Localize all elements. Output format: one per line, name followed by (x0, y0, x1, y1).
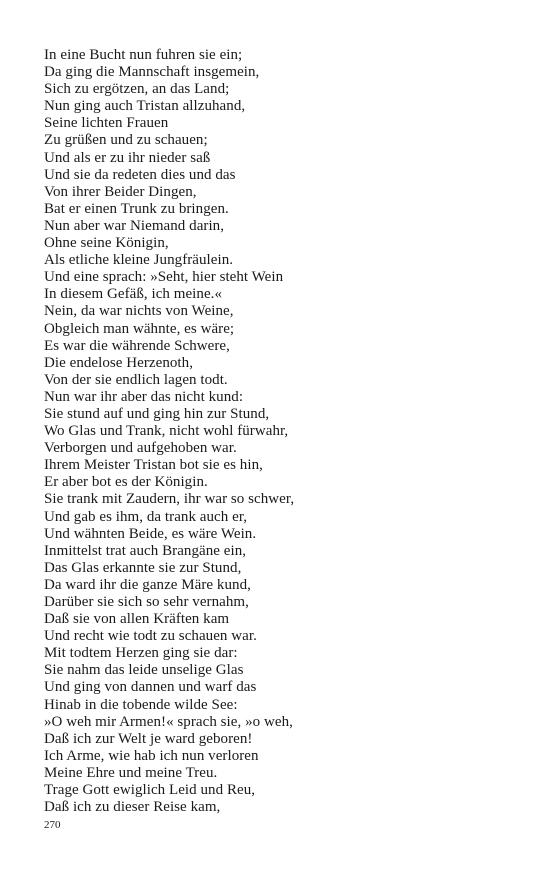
poem-line: Seine lichten Frauen (44, 115, 169, 132)
poem-line: Und sie da redeten dies und das (44, 166, 236, 183)
poem-line: Inmittelst trat auch Brangäne ein, (44, 542, 247, 559)
poem-line: Es war die währende Schwere, (44, 337, 230, 354)
poem-line: Bat er einen Trunk zu bringen. (44, 200, 229, 217)
poem-line: In diesem Gefäß, ich meine.« (44, 286, 223, 303)
poem-line: Trage Gott ewiglich Leid und Reu, (44, 782, 256, 799)
poem-line: Die endelose Herzenoth, (44, 354, 194, 371)
page-number: 270 (44, 819, 61, 831)
poem-line: »O weh mir Armen!« sprach sie, »o weh, (44, 713, 293, 730)
poem-line: Daß ich zu dieser Reise kam, (44, 799, 221, 816)
poem-line: Und als er zu ihr nieder saß (44, 149, 211, 166)
poem-line: Und gab es ihm, da trank auch er, (44, 508, 248, 525)
poem-line: Ihrem Meister Tristan bot sie es hin, (44, 457, 263, 474)
poem-line: Und wähnten Beide, es wäre Wein. (44, 525, 257, 542)
poem-line: Und eine sprach: »Seht, hier steht Wein (44, 269, 284, 286)
poem-line: Daß sie von allen Kräften kam (44, 611, 230, 628)
poem-line: Ohne seine Königin, (44, 235, 169, 252)
poem-line: Sie nahm das leide unselige Glas (44, 662, 244, 679)
poem-line: Daß ich zur Welt je ward geboren! (44, 730, 253, 747)
poem-line: In eine Bucht nun fuhren sie ein; (44, 47, 243, 63)
poem-line: Von ihrer Beider Dingen, (44, 183, 197, 200)
poem-line: Nun ging auch Tristan allzuhand, (44, 98, 246, 115)
poem-line: Und recht wie todt zu schauen war. (44, 628, 257, 645)
poem-line: Sie trank mit Zaudern, ihr war so schwer, (44, 491, 295, 508)
poem-line: Mit todtem Herzen ging sie dar: (44, 645, 238, 662)
poem-line: Wo Glas und Trank, nicht wohl fürwahr, (44, 423, 289, 440)
poem-line: Zu grüßen und zu schauen; (44, 132, 208, 149)
poem-line: Ich Arme, wie hab ich nun verloren (44, 747, 259, 764)
poem-text (44, 47, 524, 816)
poem-line: Das Glas erkannte sie zur Stund, (44, 559, 242, 576)
poem-line: Darüber sie sich so sehr vernahm, (44, 594, 249, 610)
poem-line: Als etliche kleine Jungfräulein. (44, 252, 234, 269)
poem-line: Nein, da war nichts von Weine, (44, 303, 234, 320)
poem-line: Da ging die Mannschaft insgemein, (44, 64, 260, 81)
poem-line: Da ward ihr die ganze Märe kund, (44, 576, 251, 593)
poem-line: Sich zu ergötzen, an das Land; (44, 81, 230, 98)
poem-line: Hinab in die tobende wilde See: (44, 696, 238, 713)
poem-line: Und ging von dannen und warf das (44, 679, 257, 696)
poem-line: Nun aber war Niemand darin, (44, 217, 225, 234)
poem-line: Meine Ehre und meine Treu. (44, 764, 218, 781)
poem-line: Er aber bot es der Königin. (44, 474, 208, 491)
poem-line: Obgleich man wähnte, es wäre; (44, 320, 235, 337)
poem-line: Sie stund auf und ging hin zur Stund, (44, 405, 270, 422)
poem-line: Von der sie endlich lagen todt. (44, 371, 228, 388)
poem-line: Verborgen und aufgehoben war. (44, 440, 237, 457)
poem-line: Nun war ihr aber das nicht kund: (44, 388, 244, 405)
